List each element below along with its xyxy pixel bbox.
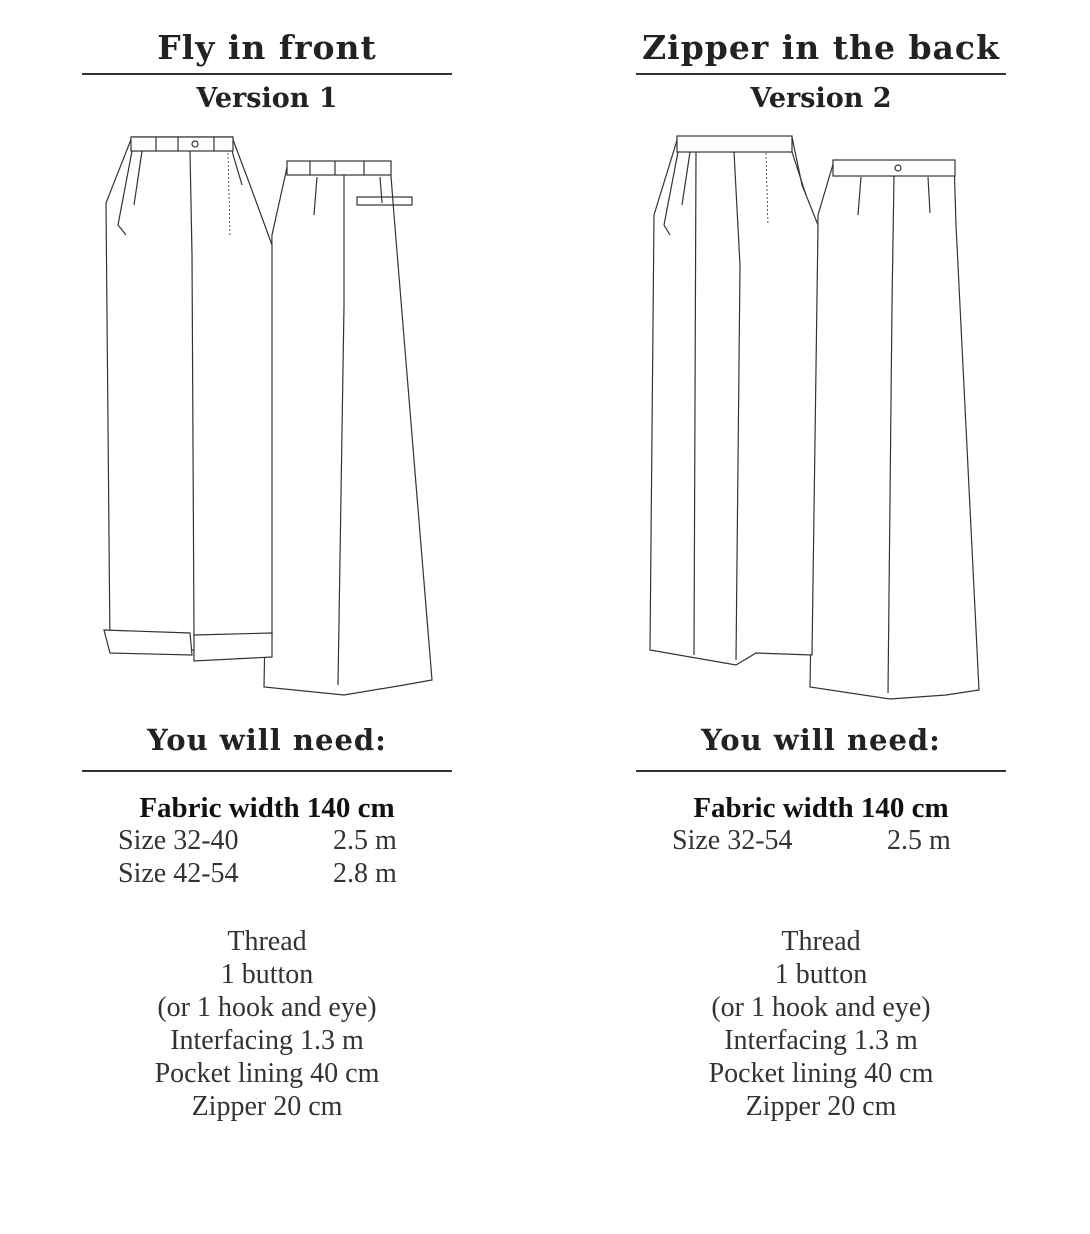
notions-list	[636, 925, 1006, 1123]
you-will-need-heading: You will need:	[147, 723, 387, 757]
title-divider	[636, 73, 1006, 75]
notion-item: Zipper 20 cm	[745, 1091, 897, 1122]
fabric-width-heading: Fabric width 140 cm	[139, 792, 395, 824]
notion-item: Interfacing 1.3 m	[724, 1025, 918, 1056]
fabric-length: 2.5 m	[887, 825, 951, 856]
notions-list	[82, 925, 452, 1123]
size-label: Size 32-54	[672, 825, 793, 856]
notion-item: Pocket lining 40 cm	[708, 1058, 934, 1089]
size-label: Size 32-40	[118, 825, 239, 856]
needs-divider	[82, 770, 452, 772]
size-label: Size 42-54	[118, 858, 239, 889]
notion-item: Zipper 20 cm	[191, 1091, 343, 1122]
version-subtitle: Version 2	[750, 83, 892, 114]
trousers-front-view-illustration	[650, 136, 818, 665]
notion-item: Thread	[227, 926, 307, 957]
version-subtitle: Version 1	[196, 83, 338, 114]
needs-divider	[636, 770, 1006, 772]
notion-item: Interfacing 1.3 m	[170, 1025, 364, 1056]
you-will-need-heading: You will need:	[701, 723, 941, 757]
trousers-front-view-illustration	[104, 137, 272, 661]
fabric-length: 2.8 m	[333, 858, 397, 889]
trousers-back-view-illustration	[810, 160, 979, 699]
title-divider	[82, 73, 452, 75]
fabric-width-heading: Fabric width 140 cm	[693, 792, 949, 824]
trousers-illustration-fly-front	[82, 125, 452, 705]
notion-item: 1 button	[774, 959, 868, 990]
trousers-back-view-illustration	[264, 161, 432, 695]
notion-item: (or 1 hook and eye)	[711, 992, 931, 1023]
version-title: Fly in front	[157, 28, 377, 67]
fabric-length: 2.5 m	[333, 825, 397, 856]
version-title: Zipper in the back	[642, 28, 1000, 67]
notion-item: Pocket lining 40 cm	[154, 1058, 380, 1089]
notion-item: Thread	[781, 926, 861, 957]
notion-item: (or 1 hook and eye)	[157, 992, 377, 1023]
trousers-illustration-zipper-back	[636, 125, 1006, 705]
notion-item: 1 button	[220, 959, 314, 990]
